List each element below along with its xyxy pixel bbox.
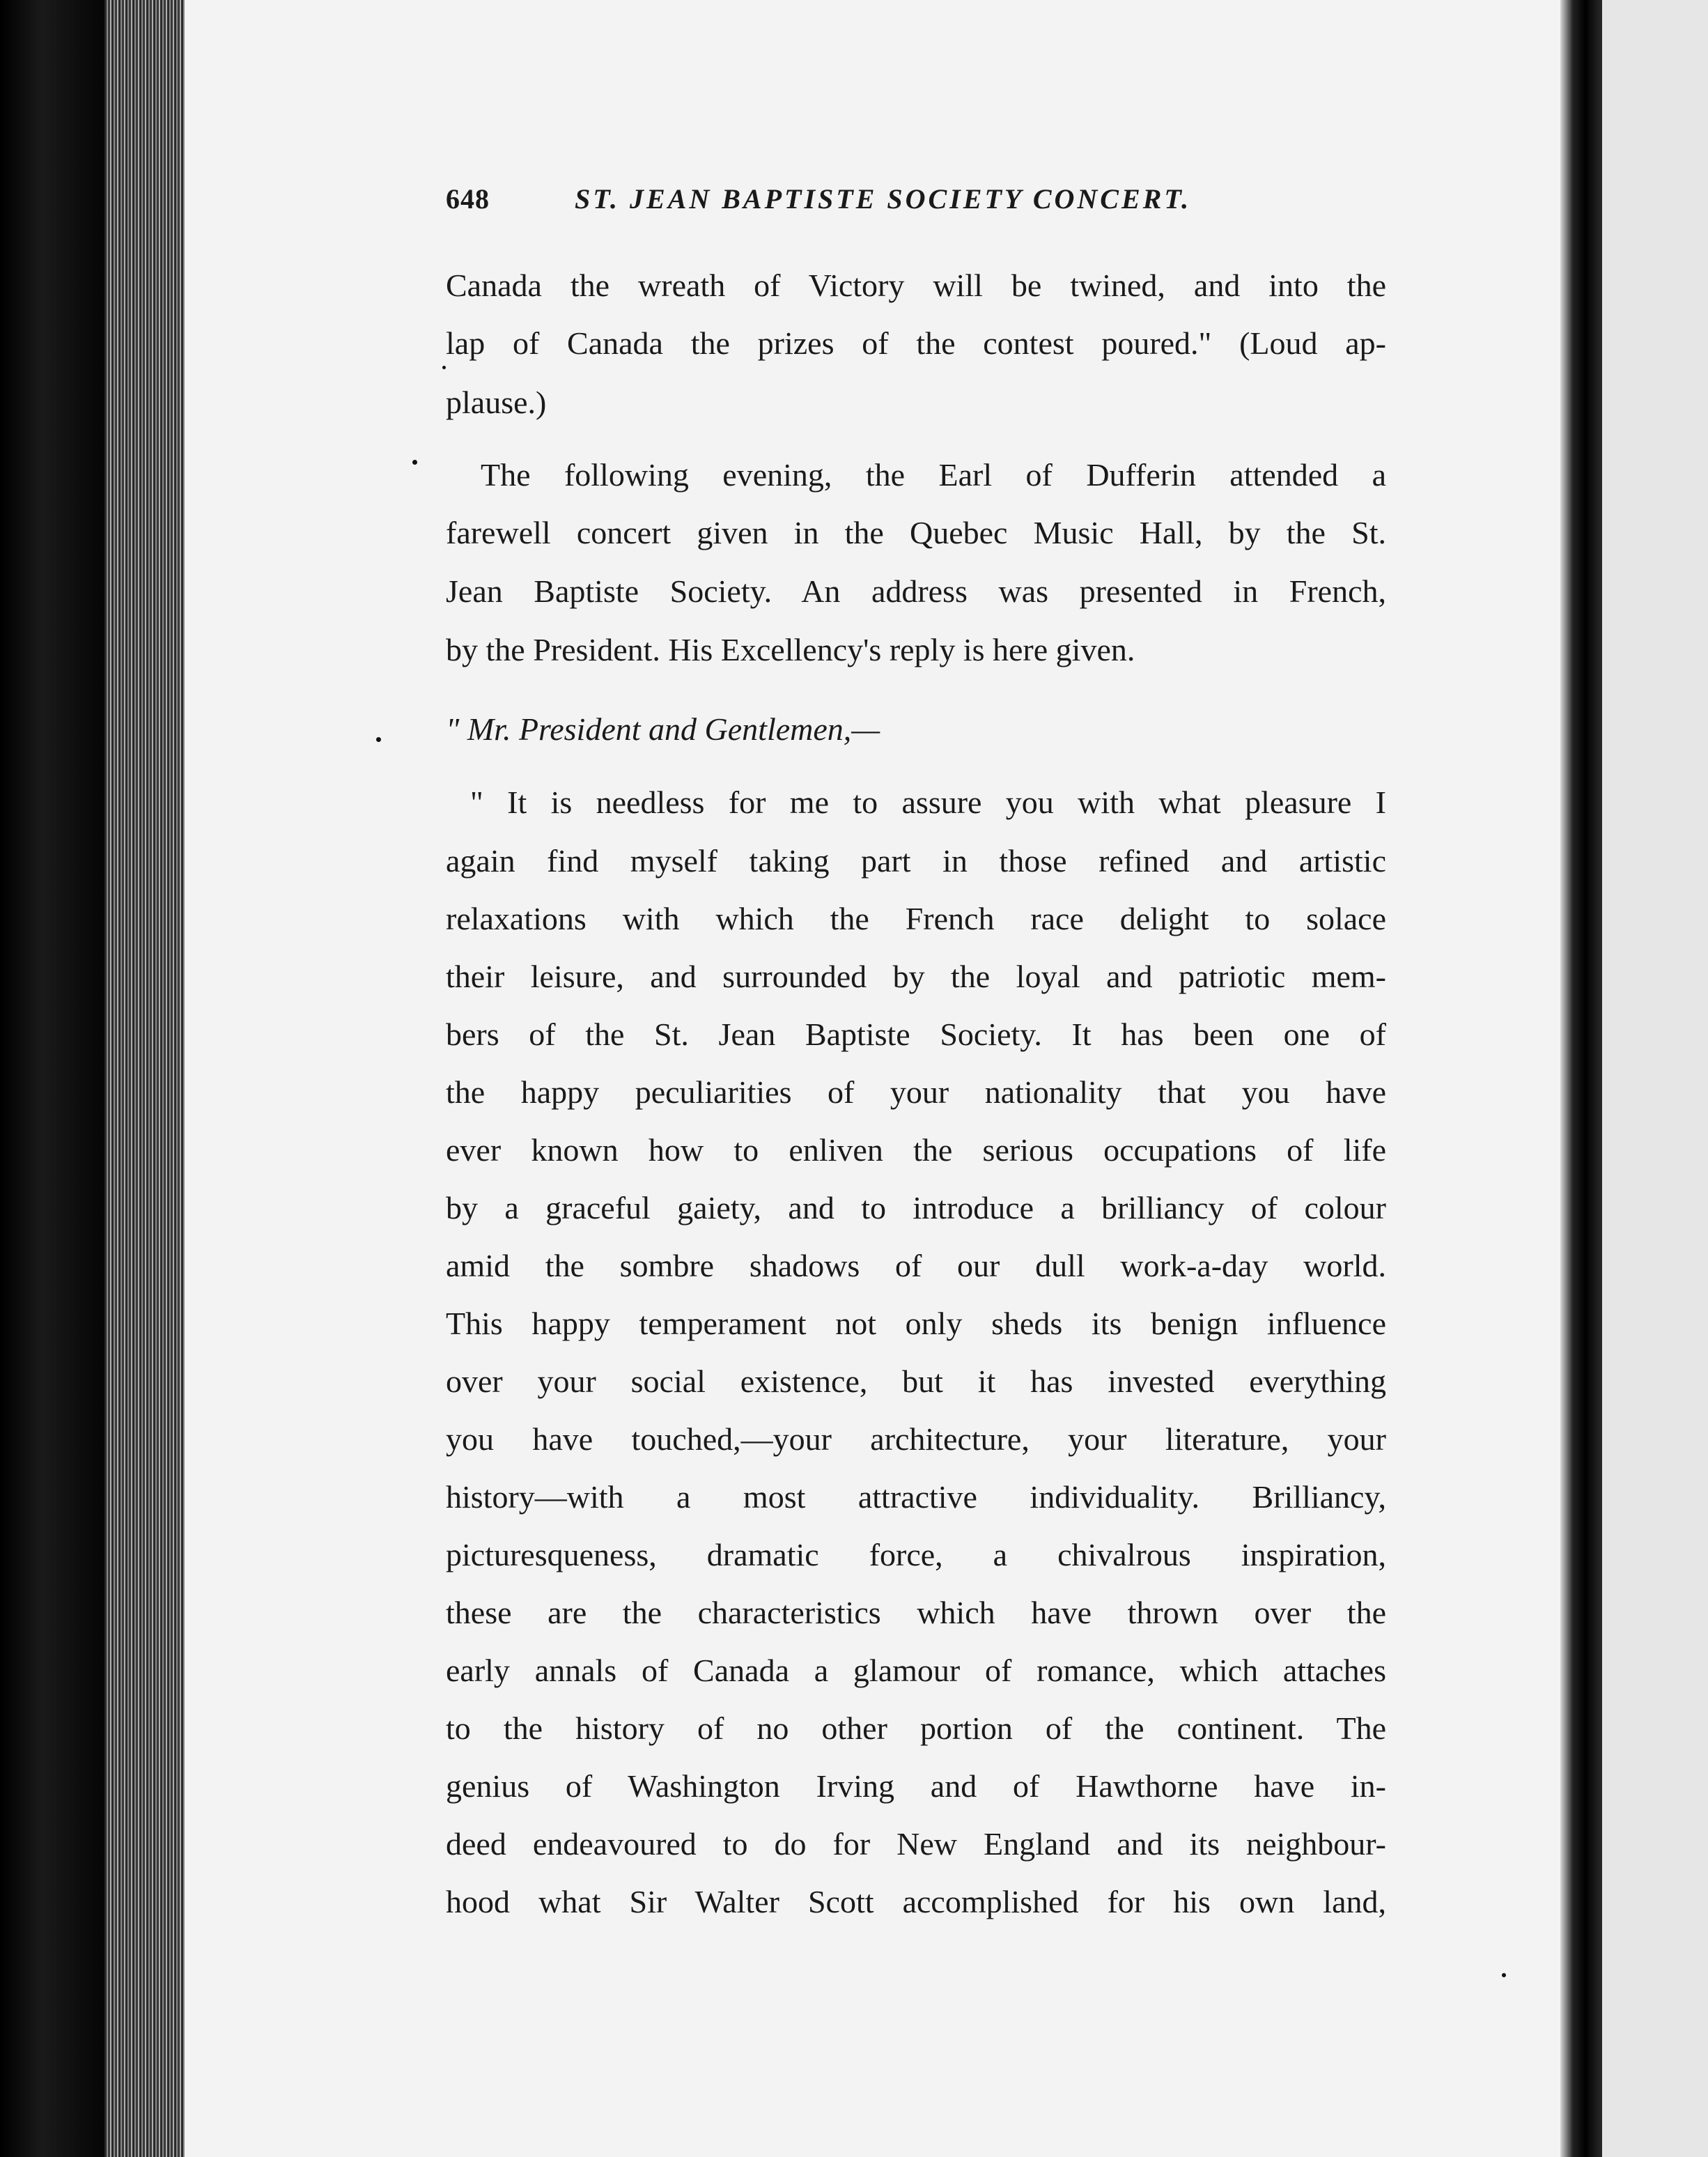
running-title: ST. JEAN BAPTISTE SOCIETY CONCERT.	[575, 183, 1192, 215]
text-line: by the President. His Excellency's reply is here given.	[446, 632, 1135, 667]
scan-speck	[442, 366, 446, 369]
text-line: " It is needless for me to assure you with what pleasure I	[470, 784, 1386, 820]
scan-speck	[376, 737, 381, 742]
text-line: Jean Baptiste Society. An address was presented in French,	[446, 573, 1386, 609]
text-line: amid the sombre shadows of our dull work-a-day world.	[446, 1248, 1386, 1283]
text-line: by a graceful gaiety, and to introduce a brilliancy of colour	[446, 1190, 1386, 1226]
text-line: genius of Washington Irving and of Hawthorne have in-	[446, 1768, 1386, 1804]
text-line: again find myself taking part in those refined and artistic	[446, 843, 1386, 879]
text-line: over your social existence, but it has invested everything	[446, 1363, 1386, 1399]
page-edges	[104, 0, 185, 2157]
text-line: history—with a most attractive individuality. Brilliancy,	[446, 1479, 1386, 1515]
running-head	[446, 183, 1247, 224]
text-line: picturesqueness, dramatic force, a chivalrous inspiration,	[446, 1537, 1386, 1572]
text-line: to the history of no other portion of the continent. The	[446, 1710, 1386, 1746]
text-line: you have touched,—your architecture, your literature, your	[446, 1421, 1386, 1457]
text-line: the happy peculiarities of your nationality that you have	[446, 1074, 1386, 1110]
book-spine	[0, 0, 104, 2157]
gutter	[1560, 0, 1602, 2157]
text-line: relaxations with which the French race delight to solace	[446, 901, 1386, 936]
text-line: farewell concert given in the Quebec Music Hall, by the St.	[446, 515, 1386, 550]
text-line: Canada the wreath of Victory will be twined, and into the	[446, 268, 1386, 303]
text-line: these are the characteristics which have thrown over the	[446, 1595, 1386, 1630]
text-line: their leisure, and surrounded by the loyal and patriotic mem-	[446, 959, 1386, 994]
text-line: early annals of Canada a glamour of romance, which attaches	[446, 1653, 1386, 1688]
text-line: hood what Sir Walter Scott accomplished for his own land,	[446, 1884, 1386, 1919]
text-line: deed endeavoured to do for New England and its neighbour-	[446, 1826, 1386, 1862]
scan-speck	[412, 460, 417, 465]
facing-page	[1602, 0, 1708, 2157]
page-number: 648	[446, 183, 490, 215]
salutation: " Mr. President and Gentlemen,—	[446, 711, 880, 747]
text-line: lap of Canada the prizes of the contest poured." (Loud ap-	[446, 325, 1386, 361]
scan-speck	[1502, 1973, 1506, 1977]
text-line: ever known how to enliven the serious occupations of life	[446, 1132, 1386, 1168]
text-line: The following evening, the Earl of Dufferin attended a	[481, 457, 1386, 493]
text-line: bers of the St. Jean Baptiste Society. It has been one of	[446, 1016, 1386, 1052]
text-line: This happy temperament not only sheds its benign influence	[446, 1306, 1386, 1341]
text-line: plause.)	[446, 385, 547, 420]
